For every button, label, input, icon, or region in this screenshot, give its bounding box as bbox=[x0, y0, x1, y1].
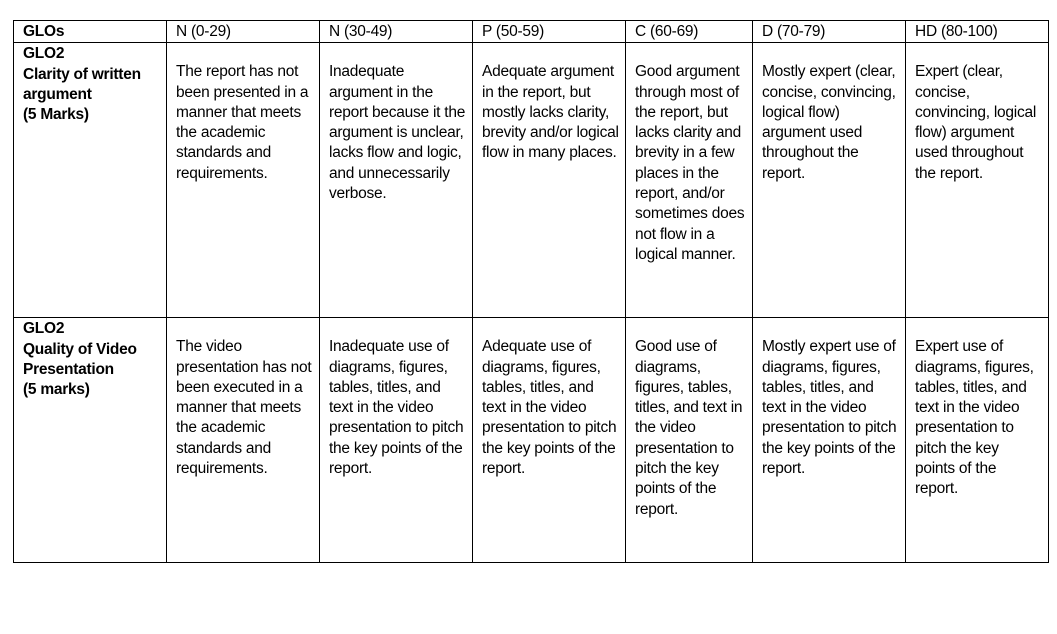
rubric-cell bbox=[320, 318, 473, 563]
glo-title: Clarity of written argument bbox=[23, 65, 141, 103]
rubric-cell bbox=[473, 43, 626, 318]
rubric-cell bbox=[626, 318, 753, 563]
header-grade-n-0-29: N (0-29) bbox=[167, 21, 320, 43]
table-row-video-presentation bbox=[14, 318, 1049, 563]
rubric-cell bbox=[167, 318, 320, 563]
criterion-text: Expert (clear, concise, convincing, logical flow) argument used throughout the report. bbox=[915, 63, 1037, 182]
criterion-text: Good use of diagrams, figures, tables, titles, and text in the video presentation to pitch the key points of the report. bbox=[635, 338, 743, 518]
criterion-text: The video presentation has not been executed in a manner that meets the academic standards and requirements. bbox=[176, 338, 312, 478]
table-row-written-argument bbox=[14, 43, 1049, 318]
rubric-cell bbox=[906, 43, 1049, 318]
header-grade-c: C (60-69) bbox=[626, 21, 753, 43]
glo-marks: (5 marks) bbox=[23, 381, 90, 399]
rubric-table bbox=[13, 20, 1049, 563]
rubric-cell bbox=[167, 43, 320, 318]
glo-title: Quality of Video Presentation bbox=[23, 340, 137, 378]
rubric-cell bbox=[753, 318, 906, 563]
criterion-text: Adequate argument in the report, but mostly lacks clarity, brevity and/or logical flow in many places. bbox=[482, 63, 619, 162]
header-glos: GLOs bbox=[14, 21, 167, 43]
rubric-cell bbox=[320, 43, 473, 318]
header-grade-n-30-49: N (30-49) bbox=[320, 21, 473, 43]
criterion-text: Good argument through most of the report, but lacks clarity and brevity in a few places in the report, and/or sometimes does not flow in a logical manner. bbox=[635, 63, 745, 263]
header-grade-d: D (70-79) bbox=[753, 21, 906, 43]
criterion-text: Inadequate use of diagrams, figures, tables, titles, and text in the video presentation to pitch the key points of the report. bbox=[329, 338, 464, 478]
glo-code: GLO2 bbox=[23, 320, 65, 338]
header-grade-hd: HD (80-100) bbox=[906, 21, 1049, 43]
criterion-text: The report has not been presented in a manner that meets the academic standards and requirements. bbox=[176, 63, 309, 182]
rubric-cell bbox=[906, 318, 1049, 563]
header-grade-p: P (50-59) bbox=[473, 21, 626, 43]
rubric-cell bbox=[753, 43, 906, 318]
rubric-cell bbox=[626, 43, 753, 318]
glo-label-cell bbox=[14, 318, 167, 563]
criterion-text: Mostly expert use of diagrams, figures, tables, titles, and text in the video presentation to pitch the key points of the report. bbox=[762, 338, 897, 478]
header-row bbox=[14, 21, 1049, 43]
criterion-text: Expert use of diagrams, figures, tables, titles, and text in the video presentation to pitch the key points of the report. bbox=[915, 338, 1034, 498]
rubric-cell bbox=[473, 318, 626, 563]
criterion-text: Adequate use of diagrams, figures, tables, titles, and text in the video presentation to pitch the key points of the report. bbox=[482, 338, 617, 478]
glo-label-cell bbox=[14, 43, 167, 318]
glo-marks: (5 Marks) bbox=[23, 106, 89, 124]
criterion-text: Inadequate argument in the report because it the argument is unclear, lacks flow and logic, and unnecessarily verbose. bbox=[329, 63, 466, 203]
criterion-text: Mostly expert (clear, concise, convincing, logical flow) argument used throughout the report. bbox=[762, 63, 896, 182]
glo-code: GLO2 bbox=[23, 45, 65, 63]
